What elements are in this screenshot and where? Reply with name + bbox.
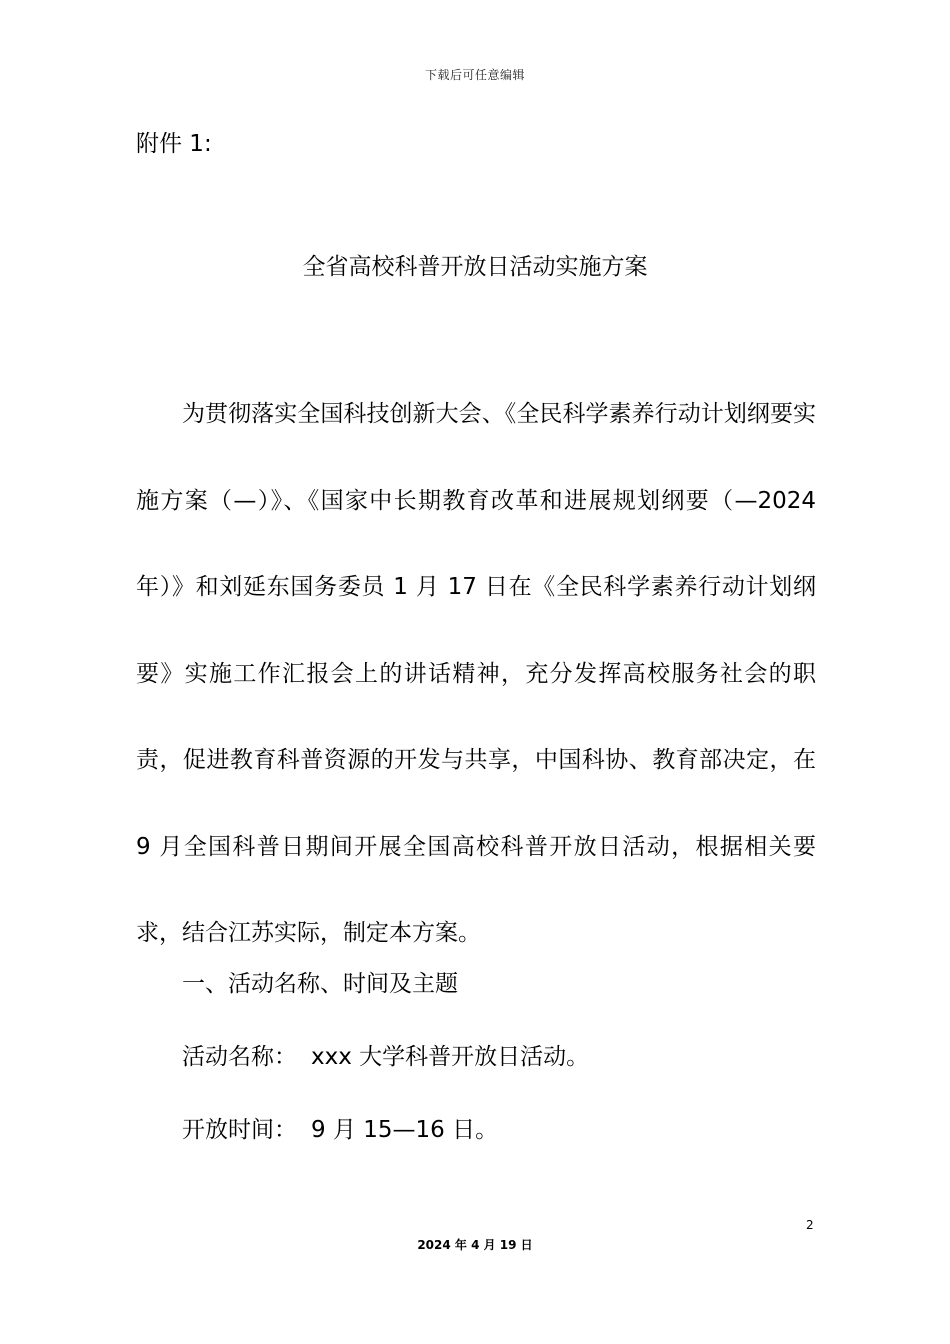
open-time-label: 开放时间： bbox=[182, 1117, 297, 1143]
activity-name-line bbox=[182, 1041, 589, 1073]
activity-name-label: 活动名称： bbox=[182, 1044, 297, 1070]
footer-date: 2024 年 4 月 19 日 bbox=[417, 1238, 533, 1252]
activity-name-value: xxx 大学科普开放日活动。 bbox=[311, 1044, 590, 1070]
page-number: 2 bbox=[806, 1218, 814, 1232]
header-note: 下载后可任意编辑 bbox=[424, 68, 525, 82]
section-heading: 一、活动名称、时间及主题 bbox=[182, 971, 458, 997]
document-title: 全省高校科普开放日活动实施方案 bbox=[302, 254, 648, 280]
open-time-value: 9 月 15—16 日。 bbox=[311, 1117, 499, 1143]
intro-paragraph: 为贯彻落实全国科技创新大会、《全民科学素养行动计划纲要实施方案（—）》、《国家中长期教育改革和进展规划纲要（—2024 年）》和刘延东国务委员 1 月 17 日在《全民科学素养行动计划纲要》实施工作汇报会上的讲话精神，充分发挥高校服务社会的职责，促进教育科普资源的开发与共享，中国科协、教育部决定，在 9 月全国科普日期间开展全国高校科普开放日活动，根据相关要求，结合江苏实际，制定本方案。 bbox=[136, 401, 816, 946]
attachment-label: 附件 1: bbox=[136, 131, 212, 157]
open-time-line bbox=[182, 1114, 498, 1146]
